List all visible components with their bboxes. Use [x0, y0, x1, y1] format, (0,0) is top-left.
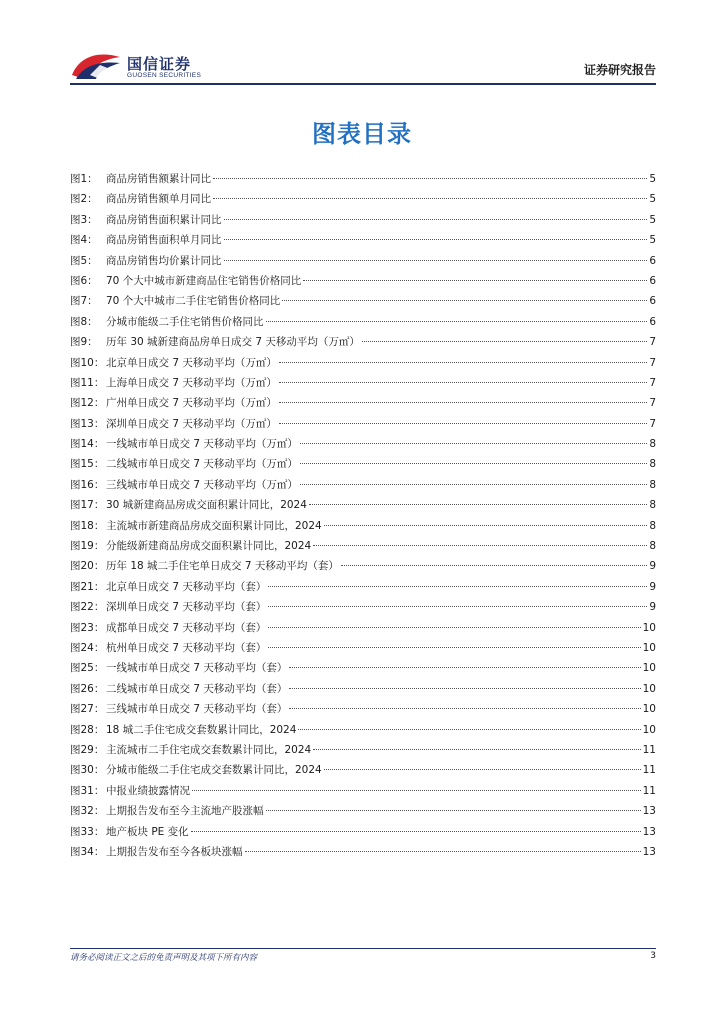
toc-entry-title: 商品房销售额单月同比	[106, 193, 211, 206]
toc-entry[interactable]	[70, 495, 656, 515]
toc-dot-leader	[268, 586, 647, 587]
toc-entry-page: 6	[649, 254, 656, 267]
toc-entry-page: 8	[649, 540, 656, 553]
toc-entry[interactable]	[70, 536, 656, 556]
toc-entry-page: 6	[649, 295, 656, 308]
toc-entry-page: 13	[642, 825, 656, 838]
toc-entry[interactable]	[70, 291, 656, 311]
toc-entry-title: 一线城市单日成交 7 天移动平均（套）	[106, 662, 288, 675]
toc-dot-leader	[213, 198, 647, 199]
toc-entry-page: 13	[642, 805, 656, 818]
toc-entry-title: 分城市能级二手住宅销售价格同比	[106, 315, 264, 328]
toc-entry-title: 主流城市二手住宅成交套数累计同比，2024	[106, 743, 312, 756]
toc-dot-leader	[279, 423, 647, 424]
toc-entry-label: 图26：	[70, 682, 105, 695]
toc-entry[interactable]	[70, 842, 656, 862]
toc-entry-label: 图12：	[70, 397, 105, 410]
toc-entry-title: 商品房销售面积累计同比	[106, 213, 222, 226]
page-title: 图表目录	[312, 120, 412, 148]
toc-entry-label: 图19：	[70, 540, 105, 553]
toc-entry-page: 9	[649, 580, 656, 593]
toc-dot-leader	[191, 831, 641, 832]
toc-entry[interactable]	[70, 720, 656, 740]
toc-entry-title: 三线城市单日成交 7 天移动平均（套）	[106, 703, 288, 716]
toc-entry-title: 70 个大中城市二手住宅销售价格同比	[106, 295, 281, 308]
toc-dot-leader	[213, 178, 647, 179]
toc-entry[interactable]	[70, 597, 656, 617]
logo-chinese-name: 国信证券	[127, 55, 192, 73]
toc-entry-label: 图32：	[70, 805, 105, 818]
toc-entry-title: 地产板块 PE 变化	[106, 825, 189, 838]
footer-disclaimer: 请务必阅读正文之后的免责声明及其项下所有内容	[70, 953, 258, 963]
toc-entry-label: 图13：	[70, 417, 105, 430]
toc-dot-leader	[245, 851, 641, 852]
toc-dot-leader	[300, 443, 647, 444]
toc-entry-label: 图6：	[70, 274, 98, 287]
toc-entry-label: 图9：	[70, 336, 98, 349]
toc-entry-title: 分城市能级二手住宅成交套数累计同比，2024	[106, 764, 322, 777]
toc-dot-leader	[224, 260, 648, 261]
toc-entry-title: 分能级新建商品房成交面积累计同比，2024	[106, 540, 312, 553]
toc-entry[interactable]	[70, 516, 656, 536]
toc-entry-label: 图22：	[70, 601, 105, 614]
toc-entry[interactable]	[70, 658, 656, 678]
toc-entry-page: 13	[642, 845, 656, 858]
toc-entry-page: 8	[649, 519, 656, 532]
header-divider	[70, 83, 656, 85]
toc-entry-page: 10	[642, 621, 656, 634]
toc-entry-title: 三线城市单日成交 7 天移动平均（万㎡）	[106, 478, 298, 491]
toc-entry-label: 图1：	[70, 173, 98, 185]
toc-entry[interactable]	[70, 475, 656, 495]
toc-entry-title: 广州单日成交 7 天移动平均（万㎡）	[106, 397, 277, 410]
toc-dot-leader	[192, 790, 641, 791]
toc-entry[interactable]	[70, 822, 656, 842]
toc-entry-title: 二线城市单日成交 7 天移动平均（万㎡）	[106, 458, 298, 471]
toc-dot-leader	[224, 219, 648, 220]
toc-entry-title: 一线城市单日成交 7 天移动平均（万㎡）	[106, 438, 298, 451]
toc-entry-title: 商品房销售面积单月同比	[106, 234, 222, 247]
logo-english-name: GUOSEN SECURITIES	[127, 72, 202, 79]
toc-entry[interactable]	[70, 312, 656, 332]
toc-entry[interactable]	[70, 189, 656, 209]
toc-entry-title: 上期报告发布至今各板块涨幅	[106, 845, 243, 858]
page-number: 3	[650, 951, 656, 961]
toc-entry-title: 中报业绩披露情况	[106, 784, 190, 797]
toc-entry-label: 图8：	[70, 315, 98, 328]
toc-entry[interactable]	[70, 740, 656, 760]
toc-entry-title: 18 城二手住宅成交套数累计同比，2024	[106, 723, 297, 736]
toc-entry-page: 11	[642, 764, 656, 777]
toc-entry-title: 商品房销售均价累计同比	[106, 254, 222, 267]
toc-entry[interactable]	[70, 373, 656, 393]
toc-entry-page: 8	[649, 438, 656, 451]
toc-entry-page: 5	[649, 213, 656, 226]
toc-entry-page: 5	[649, 173, 656, 185]
toc-dot-leader	[303, 280, 647, 281]
toc-entry[interactable]	[70, 271, 656, 291]
toc-dot-leader	[289, 708, 640, 709]
toc-entry[interactable]	[70, 332, 656, 352]
toc-entry[interactable]	[70, 760, 656, 780]
toc-entry-page: 8	[649, 499, 656, 512]
toc-dot-leader	[268, 627, 640, 628]
toc-entry-label: 图27：	[70, 703, 105, 716]
toc-entry[interactable]	[70, 618, 656, 638]
toc-entry-label: 图29：	[70, 743, 105, 756]
toc-entry-page: 11	[642, 743, 656, 756]
toc-entry-title: 历年 18 城二手住宅单日成交 7 天移动平均（套）	[106, 560, 339, 573]
toc-entry[interactable]	[70, 434, 656, 454]
toc-entry-title: 北京单日成交 7 天移动平均（套）	[106, 580, 267, 593]
report-type-label: 证券研究报告	[583, 63, 656, 77]
toc-entry-label: 图14：	[70, 438, 105, 451]
toc-dot-leader	[300, 463, 647, 464]
toc-entry-page: 7	[649, 356, 656, 369]
toc-entry-label: 图31：	[70, 784, 105, 797]
toc-dot-leader	[279, 362, 647, 363]
toc-entry-page: 7	[649, 376, 656, 389]
toc-dot-leader	[268, 647, 640, 648]
toc-dot-leader	[309, 504, 647, 505]
toc-dot-leader	[224, 239, 648, 240]
toc-entry[interactable]	[70, 556, 656, 576]
toc-dot-leader	[266, 321, 648, 322]
footer-divider	[70, 948, 656, 949]
toc-dot-leader	[298, 729, 640, 730]
toc-entry-label: 图16：	[70, 478, 105, 491]
toc-dot-leader	[266, 810, 641, 811]
toc-entry-page: 9	[649, 560, 656, 573]
toc-entry[interactable]	[70, 393, 656, 413]
toc-dot-leader	[289, 667, 640, 668]
toc-dot-leader	[300, 484, 647, 485]
toc-dot-leader	[313, 545, 647, 546]
toc-entry[interactable]	[70, 251, 656, 271]
toc-entry[interactable]	[70, 699, 656, 719]
toc-entry-label: 图11：	[70, 376, 105, 389]
toc-entry-label: 图28：	[70, 723, 105, 736]
toc-entry[interactable]	[70, 638, 656, 658]
toc-dot-leader	[341, 565, 647, 566]
toc-entry-title: 北京单日成交 7 天移动平均（万㎡）	[106, 356, 277, 369]
toc-entry[interactable]	[70, 169, 656, 189]
toc-entry-label: 图3：	[70, 213, 98, 226]
toc-entry-page: 10	[642, 703, 656, 716]
toc-entry-title: 商品房销售额累计同比	[106, 173, 211, 185]
toc-entry-label: 图10：	[70, 356, 105, 369]
toc-entry-title: 二线城市单日成交 7 天移动平均（套）	[106, 682, 288, 695]
toc-entry-label: 图4：	[70, 234, 98, 247]
toc-entry-page: 6	[649, 274, 656, 287]
toc-entry[interactable]	[70, 210, 656, 230]
toc-entry-page: 10	[642, 682, 656, 695]
toc-entry[interactable]	[70, 781, 656, 801]
toc-entry-label: 图18：	[70, 519, 105, 532]
toc-entry[interactable]	[70, 353, 656, 373]
toc-dot-leader	[289, 688, 640, 689]
toc-entry-label: 图30：	[70, 764, 105, 777]
toc-entry-label: 图2：	[70, 193, 98, 206]
toc-dot-leader	[268, 606, 647, 607]
toc-entry-title: 主流城市新建商品房成交面积累计同比，2024	[106, 519, 322, 532]
page-header	[70, 50, 656, 84]
toc-entry[interactable]	[70, 414, 656, 434]
toc-entry-page: 8	[649, 478, 656, 491]
toc-entry[interactable]	[70, 801, 656, 821]
toc-entry-page: 7	[649, 417, 656, 430]
toc-dot-leader	[324, 769, 641, 770]
toc-entry-title: 上期报告发布至今主流地产股涨幅	[106, 805, 264, 818]
toc-entry-label: 图7：	[70, 295, 98, 308]
toc-entry-page: 10	[642, 662, 656, 675]
toc-entry-label: 图20：	[70, 560, 105, 573]
toc-entry-page: 7	[649, 336, 656, 349]
toc-entry[interactable]	[70, 679, 656, 699]
toc-entry-label: 图17：	[70, 499, 105, 512]
toc-entry-label: 图34：	[70, 845, 105, 858]
toc-entry-label: 图33：	[70, 825, 105, 838]
toc-entry-page: 10	[642, 723, 656, 736]
toc-entry-page: 5	[649, 193, 656, 206]
guosen-logo	[70, 50, 220, 84]
toc-entry-title: 上海单日成交 7 天移动平均（万㎡）	[106, 376, 277, 389]
toc-entry-title: 70 个大中城市新建商品住宅销售价格同比	[106, 274, 302, 287]
toc-entry-page: 11	[642, 784, 656, 797]
toc-entry-title: 深圳单日成交 7 天移动平均（套）	[106, 601, 267, 614]
toc-entry-title: 30 城新建商品房成交面积累计同比，2024	[106, 499, 307, 512]
guosen-logo-icon	[70, 51, 122, 81]
toc-entry-page: 10	[642, 641, 656, 654]
toc-entry-label: 图25：	[70, 662, 105, 675]
toc-dot-leader	[313, 749, 640, 750]
toc-entry-label: 图24：	[70, 641, 105, 654]
toc-entry-title: 成都单日成交 7 天移动平均（套）	[106, 621, 267, 634]
toc-dot-leader	[279, 382, 647, 383]
toc-dot-leader	[362, 341, 647, 342]
toc-entry-title: 杭州单日成交 7 天移动平均（套）	[106, 641, 267, 654]
toc-dot-leader	[279, 402, 647, 403]
toc-entry-label: 图23：	[70, 621, 105, 634]
toc-entry[interactable]	[70, 454, 656, 474]
toc-entry-page: 6	[649, 315, 656, 328]
toc-entry-label: 图5：	[70, 254, 98, 267]
toc-entry[interactable]	[70, 230, 656, 250]
toc-entry-page: 5	[649, 234, 656, 247]
toc-dot-leader	[282, 300, 647, 301]
toc-entry-page: 8	[649, 458, 656, 471]
toc-entry-label: 图15：	[70, 458, 105, 471]
toc-entry-label: 图21：	[70, 580, 105, 593]
toc-entry-page: 7	[649, 397, 656, 410]
toc-dot-leader	[324, 525, 648, 526]
toc-entry-page: 9	[649, 601, 656, 614]
figure-table-of-contents	[70, 169, 656, 862]
toc-entry-title: 历年 30 城新建商品房单日成交 7 天移动平均（万㎡）	[106, 336, 360, 349]
toc-entry-title: 深圳单日成交 7 天移动平均（万㎡）	[106, 417, 277, 430]
toc-entry[interactable]	[70, 577, 656, 597]
